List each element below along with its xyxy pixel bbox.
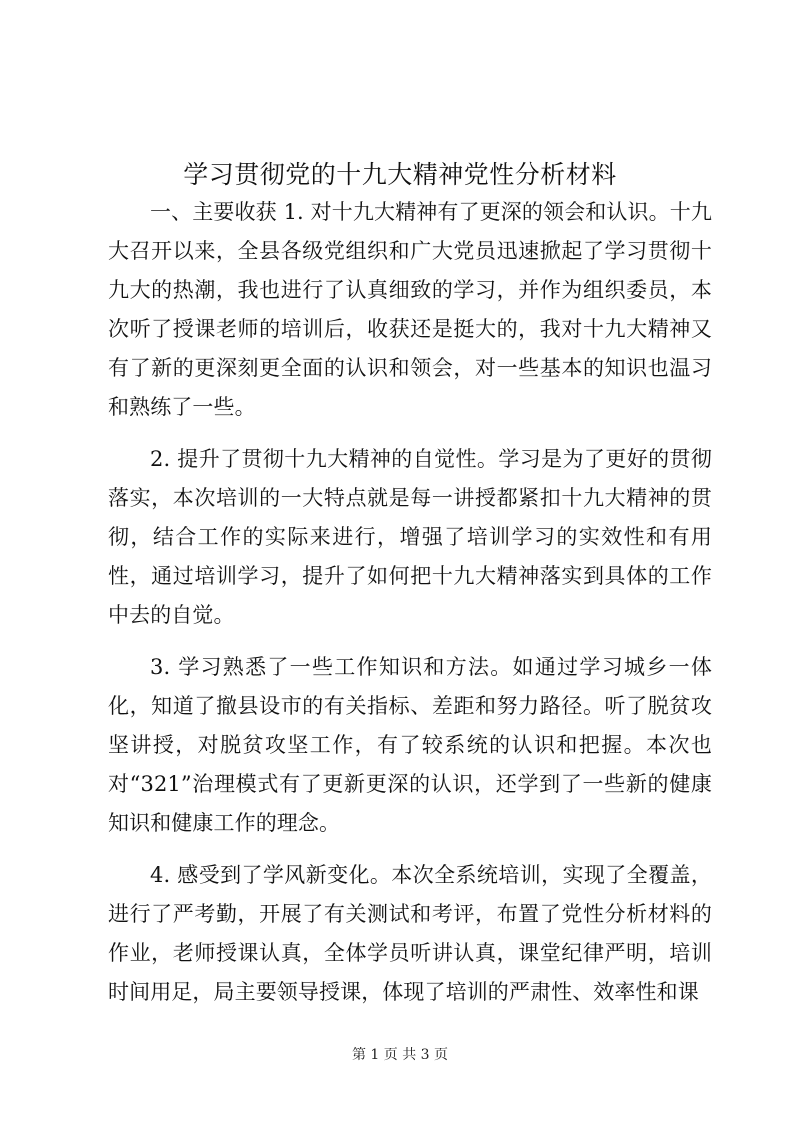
paragraph-main-gains: 一、主要收获 1. 对十九大精神有了更深的领会和认识。十九大召开以来，全县各级党组织和广大党员迅速掀起了学习贯彻十九大的热潮，我也进行了认真细致的学习，并作为组织委员，本次听了授课老师的培训后，收获还是挺大的，我对十九大精神又有了新的更深刻更全面的认识和领会，对一些基本的知识也温习和熟练了一些。 xyxy=(108,200,712,419)
document-body xyxy=(108,193,712,1012)
page-number: 第 1 页 共 3 页 xyxy=(351,1047,449,1063)
paragraph-study-style: 4. 感受到了学风新变化。本次全系统培训，实现了全覆盖，进行了严考勤，开展了有关测试和考评，布置了党性分析材料的作业，老师授课认真，全体学员听讲认真，课堂纪律严明，培训时间用足，局主要领导授课，体现了培训的严肃性、效率性和课 xyxy=(108,863,712,1004)
document-title: 学习贯彻党的十九大精神党性分析材料 xyxy=(183,159,617,189)
paragraph-knowledge-methods: 3. 学习熟悉了一些工作知识和方法。如通过学习城乡一体化，知道了撤县设市的有关指标、差距和努力路径。听了脱贫攻坚讲授，对脱贫攻坚工作，有了较系统的认识和把握。本次也对“321”治理模式有了更新更深的认识，还学到了一些新的健康知识和健康工作的理念。 xyxy=(108,655,712,835)
paragraph-consciousness: 2. 提升了贯彻十九大精神的自觉性。学习是为了更好的贯彻落实，本次培训的一大特点就是每一讲授都紧扣十九大精神的贯彻，结合工作的实际来进行，增强了培训学习的实效性和有用性，通过培训学习，提升了如何把十九大精神落实到具体的工作中去的自觉。 xyxy=(108,447,712,627)
